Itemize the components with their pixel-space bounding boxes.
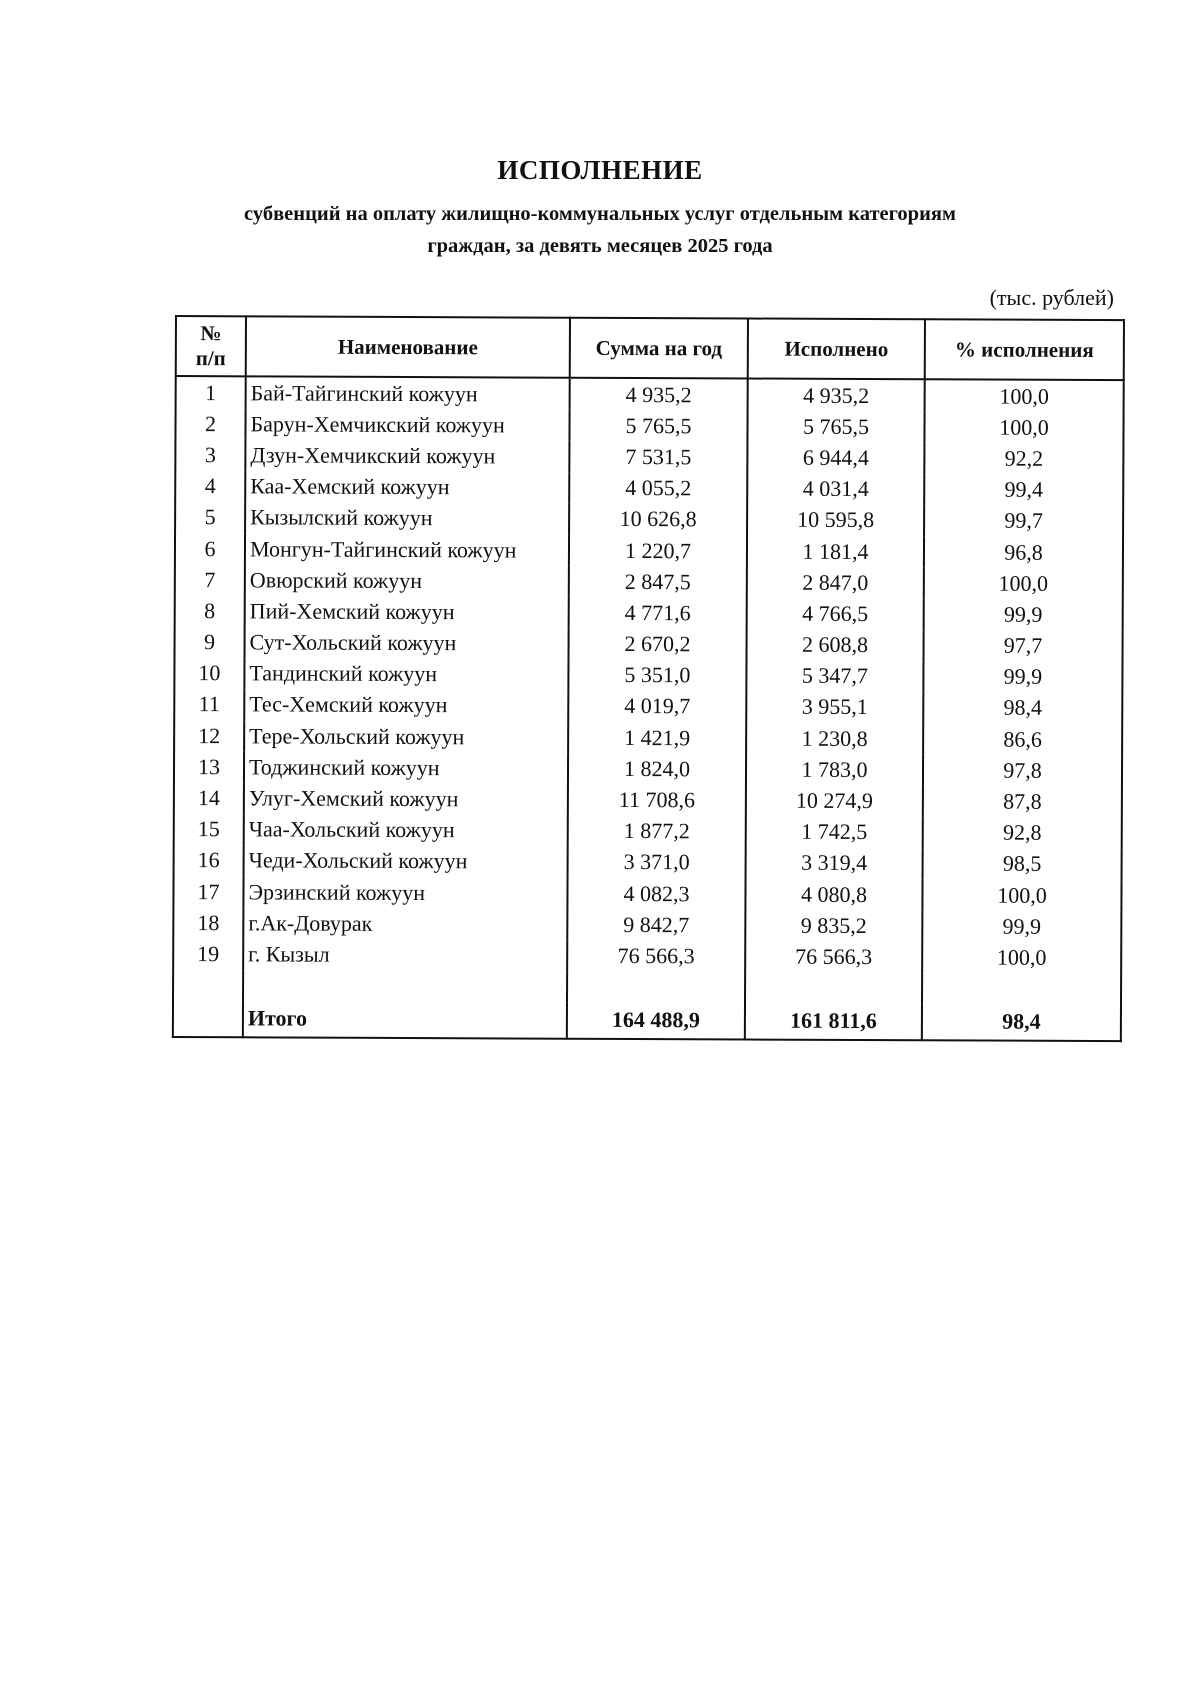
total-name: Итого xyxy=(243,1001,567,1039)
cell-pct: 99,4 xyxy=(924,474,1123,506)
table-total-row xyxy=(173,1001,1121,1041)
cell-pct: 100,0 xyxy=(924,567,1123,599)
cell-sum: 4 019,7 xyxy=(568,691,746,723)
cell-done: 6 944,4 xyxy=(747,442,924,474)
cell-pct: 92,2 xyxy=(924,443,1123,475)
header-done: Исполнено xyxy=(748,319,925,380)
cell-done: 10 595,8 xyxy=(747,504,924,536)
cell-num: 6 xyxy=(175,533,245,564)
cell-done: 4 935,2 xyxy=(748,378,925,411)
cell-sum: 4 771,6 xyxy=(569,597,747,629)
cell-sum: 4 935,2 xyxy=(570,378,748,411)
cell-done: 1 783,0 xyxy=(746,754,923,786)
cell-pct: 99,9 xyxy=(922,910,1121,942)
cell-pct: 100,0 xyxy=(925,379,1124,412)
cell-num: 14 xyxy=(174,782,244,813)
cell-sum: 11 708,6 xyxy=(568,784,746,816)
table-header-row xyxy=(176,316,1124,380)
table-row xyxy=(175,533,1123,568)
cell-name: Бай-Тайгинский кожуун xyxy=(246,376,570,410)
table-row xyxy=(173,938,1121,973)
cell-sum: 2 847,5 xyxy=(569,566,747,598)
cell-done: 3 319,4 xyxy=(746,847,923,879)
cell-name: Кызылский кожуун xyxy=(245,502,569,535)
cell-name: Монгун-Тайгинский кожуун xyxy=(245,533,569,566)
cell-done: 4 031,4 xyxy=(747,473,924,505)
cell-done: 4 080,8 xyxy=(745,878,922,910)
cell-sum: 7 531,5 xyxy=(569,441,747,473)
cell-pct: 98,4 xyxy=(923,692,1122,724)
header-name: Наименование xyxy=(246,316,570,377)
cell-sum: 5 351,0 xyxy=(568,659,746,691)
cell-num: 16 xyxy=(174,845,244,876)
table-row xyxy=(174,751,1122,786)
cell-pct: 96,8 xyxy=(924,536,1123,568)
cell-name: Каа-Хемский кожуун xyxy=(245,471,569,504)
table-spacer-row xyxy=(173,970,1121,1005)
cell-name: Эрзинский кожуун xyxy=(243,876,567,909)
cell-name: Тандинский кожуун xyxy=(244,658,568,691)
cell-pct: 99,9 xyxy=(923,661,1122,693)
cell-done: 9 835,2 xyxy=(745,910,922,942)
cell-pct: 100,0 xyxy=(924,411,1123,443)
cell-name: Барун-Хемчикский кожуун xyxy=(245,408,569,441)
cell-done: 2 608,8 xyxy=(746,629,923,661)
cell-done: 4 766,5 xyxy=(747,598,924,630)
table-body xyxy=(173,376,1124,1041)
cell-done: 5 765,5 xyxy=(747,411,924,443)
table-row xyxy=(175,502,1123,537)
cell-num: 15 xyxy=(174,814,244,845)
table-row xyxy=(174,689,1122,724)
cell-num: 12 xyxy=(174,720,244,751)
document-title: ИСПОЛНЕНИЕ xyxy=(497,155,703,185)
table-row xyxy=(173,876,1121,911)
header-num-line2: п/п xyxy=(195,346,226,371)
cell-num: 3 xyxy=(175,439,245,470)
header-pct: % исполнения xyxy=(925,319,1124,380)
table-row xyxy=(175,471,1123,506)
table-row xyxy=(174,782,1122,817)
cell-name: Овюрский кожуун xyxy=(245,564,569,597)
cell-pct: 87,8 xyxy=(923,786,1122,818)
cell-num: 17 xyxy=(173,876,243,907)
cell-pct: 98,5 xyxy=(923,848,1122,880)
cell-num: 8 xyxy=(175,595,245,626)
cell-pct: 97,8 xyxy=(923,755,1122,787)
subtitle-line-2: граждан, за девять месяцев 2025 года xyxy=(427,235,773,257)
table-row xyxy=(174,720,1122,755)
cell-done: 10 274,9 xyxy=(746,785,923,817)
cell-name: г.Ак-Довурак xyxy=(243,907,567,940)
cell-num: 5 xyxy=(175,502,245,533)
cell-num: 9 xyxy=(175,627,245,658)
cell-sum: 4 082,3 xyxy=(567,878,745,910)
cell-sum: 4 055,2 xyxy=(569,472,747,504)
table-row xyxy=(175,627,1123,662)
cell-name: Улуг-Хемский кожуун xyxy=(244,783,568,816)
cell-sum: 1 220,7 xyxy=(569,535,747,567)
cell-pct: 99,7 xyxy=(924,505,1123,537)
cell-name: Тоджинский кожуун xyxy=(244,752,568,785)
table-row xyxy=(174,658,1122,693)
cell-pct: 86,6 xyxy=(923,723,1122,755)
cell-sum: 3 371,0 xyxy=(568,847,746,879)
total-num xyxy=(173,1001,243,1037)
cell-done: 1 230,8 xyxy=(746,723,923,755)
subtitle-line-1: субвенций на оплату жилищно-коммунальных услуг отдельным категориям xyxy=(244,203,956,225)
cell-pct: 92,8 xyxy=(923,817,1122,849)
table-row xyxy=(175,564,1123,599)
cell-name: г. Кызыл xyxy=(243,939,567,972)
table-row xyxy=(175,408,1123,443)
cell-name: Пий-Хемский кожуун xyxy=(245,596,569,629)
cell-sum: 5 765,5 xyxy=(569,410,747,442)
cell-name: Тес-Хемский кожуун xyxy=(244,689,568,722)
cell-name: Чаа-Хольский кожуун xyxy=(244,814,568,847)
cell-sum: 1 877,2 xyxy=(568,815,746,847)
cell-sum: 2 670,2 xyxy=(569,628,747,660)
total-done: 161 811,6 xyxy=(745,1003,922,1040)
table-row xyxy=(173,907,1121,942)
cell-done: 3 955,1 xyxy=(746,691,923,723)
document-subtitle xyxy=(150,198,1050,262)
cell-pct: 97,7 xyxy=(923,630,1122,662)
cell-sum: 9 842,7 xyxy=(567,909,745,941)
cell-num: 4 xyxy=(175,471,245,502)
table-row xyxy=(175,439,1123,474)
cell-done: 76 566,3 xyxy=(745,941,922,973)
cell-name: Тере-Хольский кожуун xyxy=(244,720,568,753)
cell-done: 2 847,0 xyxy=(747,567,924,599)
header-sum: Сумма на год xyxy=(570,318,748,379)
cell-num: 1 xyxy=(176,376,246,408)
cell-sum: 1 421,9 xyxy=(568,722,746,754)
execution-table xyxy=(172,315,1125,1042)
cell-num: 18 xyxy=(173,907,243,938)
cell-name: Дзун-Хемчикский кожуун xyxy=(245,440,569,473)
cell-num: 13 xyxy=(174,751,244,782)
cell-done: 1 181,4 xyxy=(747,535,924,567)
cell-done: 1 742,5 xyxy=(746,816,923,848)
cell-num: 10 xyxy=(174,658,244,689)
header-num xyxy=(176,316,246,376)
units-note: (тыс. рублей) xyxy=(989,285,1114,310)
table-row xyxy=(175,595,1123,630)
cell-name: Чеди-Хольский кожуун xyxy=(244,845,568,878)
cell-num: 2 xyxy=(175,408,245,439)
header-num-line1: № xyxy=(200,321,222,346)
cell-pct: 100,0 xyxy=(922,879,1121,911)
total-sum: 164 488,9 xyxy=(567,1002,745,1039)
cell-pct: 100,0 xyxy=(922,942,1121,974)
table-row xyxy=(174,845,1122,880)
cell-pct: 99,9 xyxy=(924,599,1123,631)
cell-sum: 10 626,8 xyxy=(569,503,747,535)
table-row xyxy=(176,376,1124,412)
cell-num: 19 xyxy=(173,938,243,969)
table-row xyxy=(174,814,1122,849)
cell-done: 5 347,7 xyxy=(746,660,923,692)
cell-sum: 1 824,0 xyxy=(568,753,746,785)
cell-sum: 76 566,3 xyxy=(567,940,745,972)
cell-name: Сут-Хольский кожуун xyxy=(245,627,569,660)
cell-num: 7 xyxy=(175,564,245,595)
cell-num: 11 xyxy=(174,689,244,720)
total-pct: 98,4 xyxy=(922,1004,1121,1041)
